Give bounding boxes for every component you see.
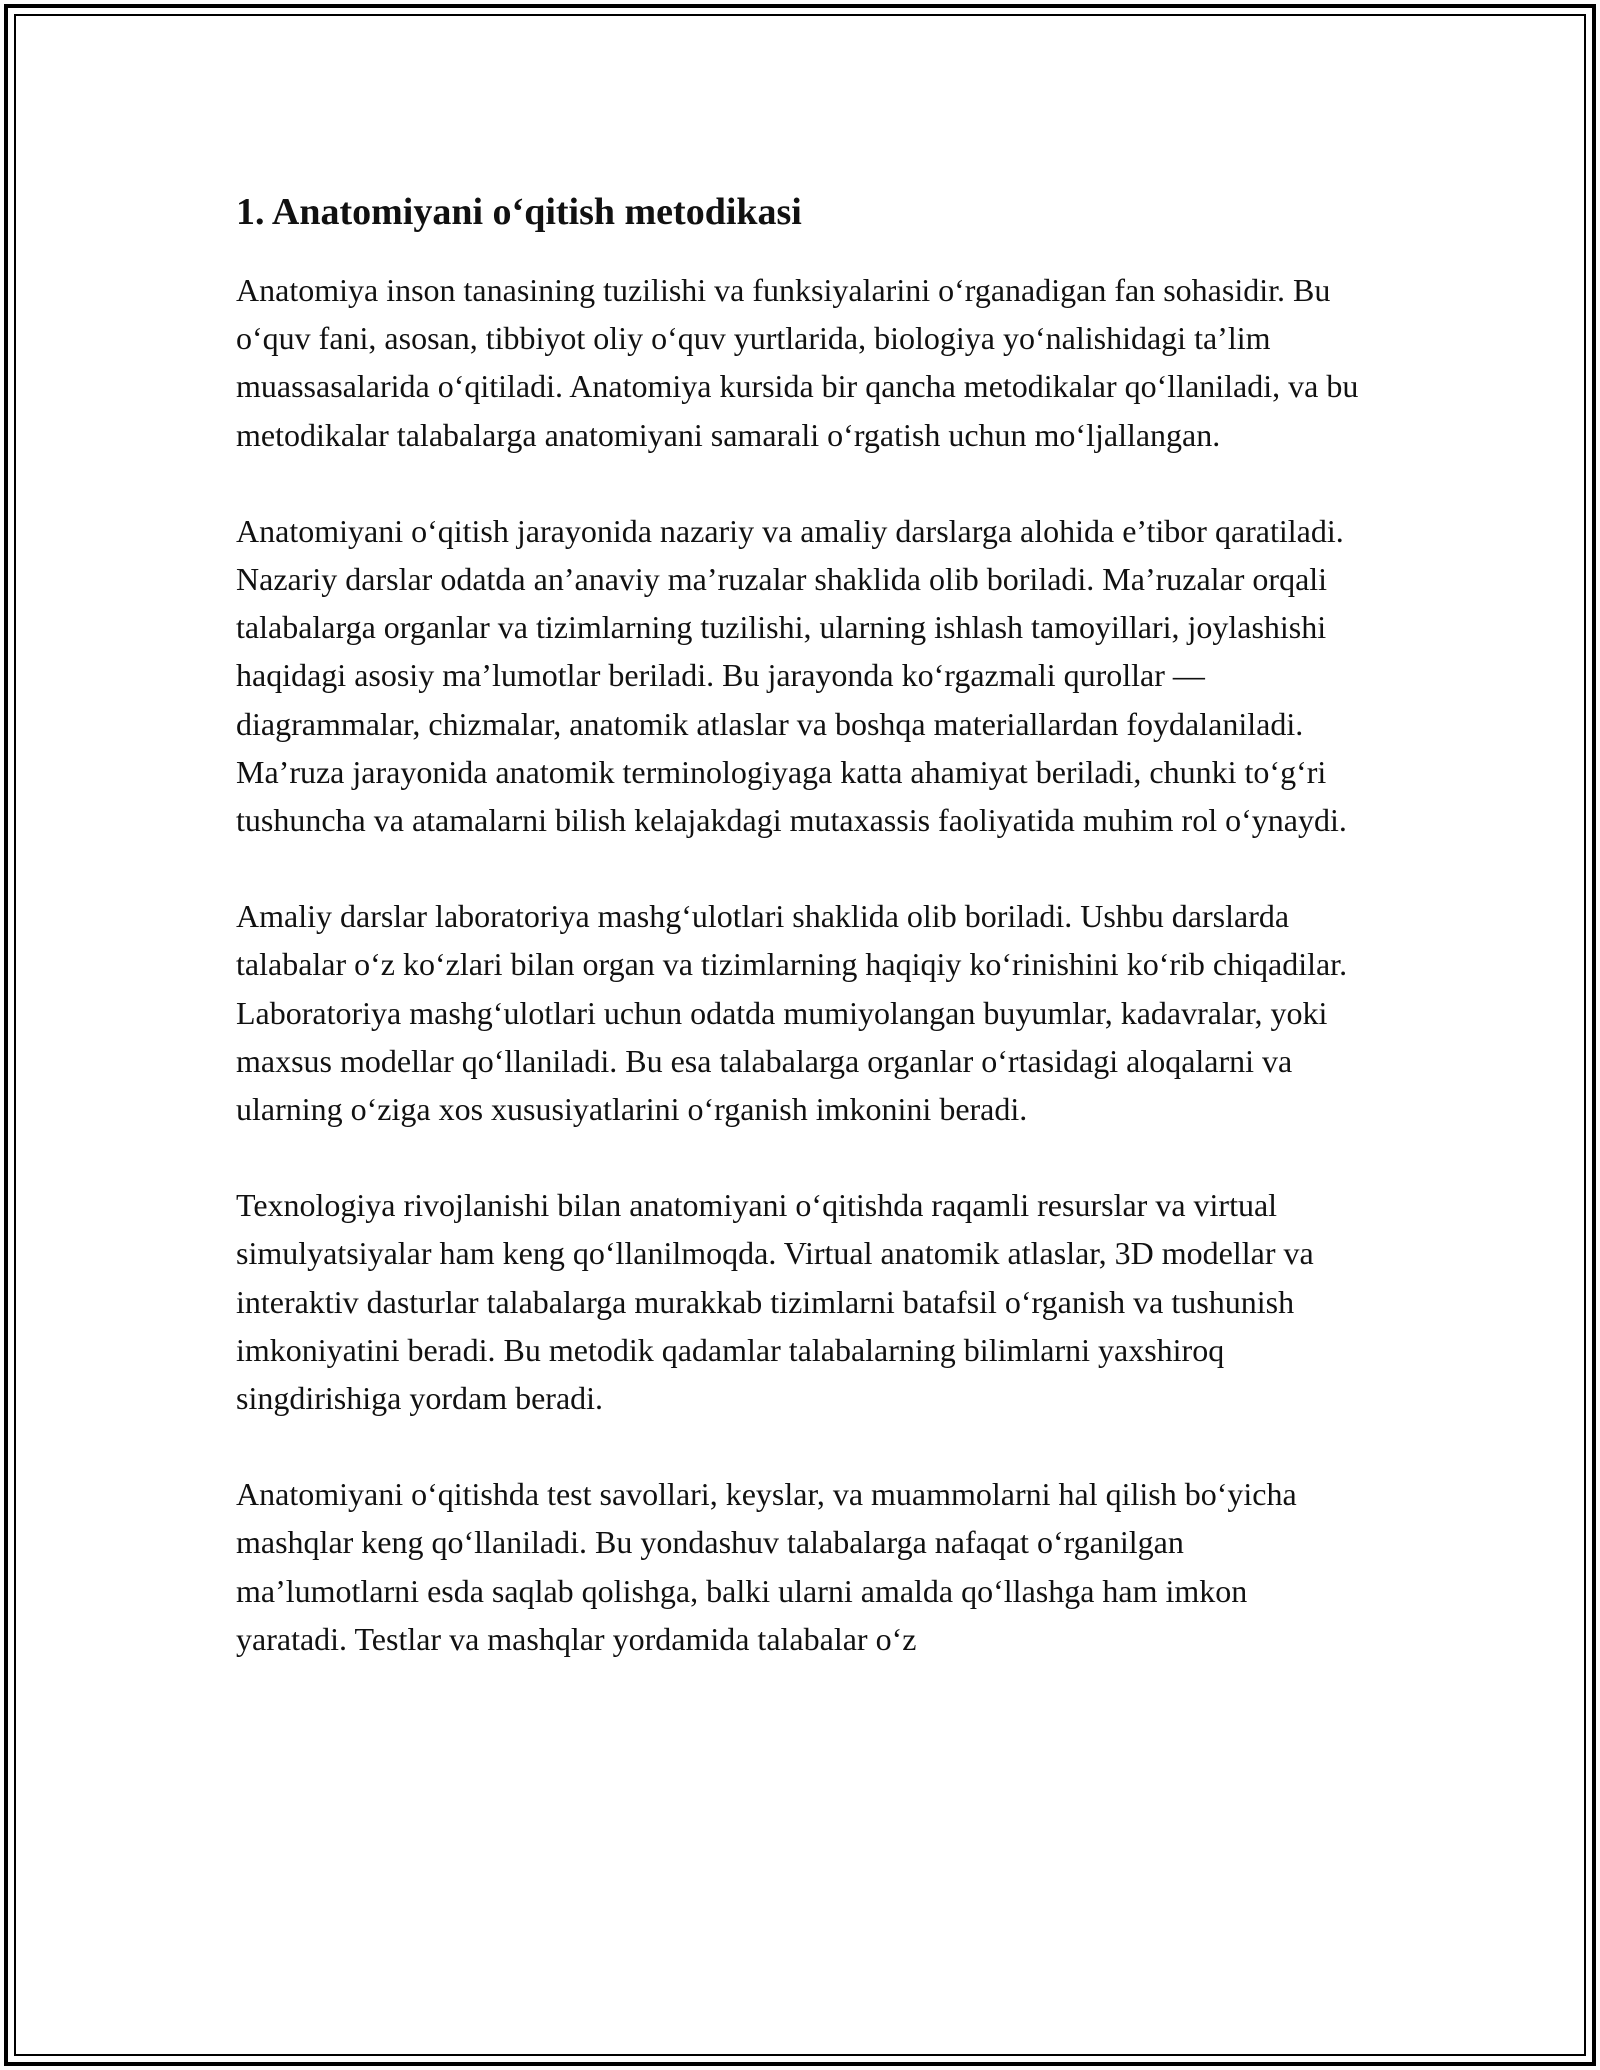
paragraph-technology: Texnologiya rivojlanishi bilan anatomiyani o‘qitishda raqamli resurslar va virtual simulyatsiyalar ham keng qo‘llanilmoqda. Virtual anatomik atlaslar, 3D modellar va interaktiv dasturlar talabalarga murakkab tizimlarni batafsil o‘rganish va tushunish imkoniyatini beradi. Bu metodik qadamlar talabalarning bilimlarni yaxshiroq singdirishiga yordam beradi. [236,1187,1314,1417]
section-heading: 1. Anatomiyani o‘qitish metodikasi [236,191,802,233]
paragraph-tests: Anatomiyani o‘qitishda test savollari, keyslar, va muammolarni hal qilish bo‘yicha mashqlar keng qo‘llaniladi. Bu yondashuv talabalarga nafaqat o‘rganilgan ma’lumotlarni esda saqlab qolishga, balki ularni amalda qo‘llashga ham imkon yaratadi. Testlar va mashqlar yordamida talabalar o‘z [236,1476,1297,1657]
paragraph-theory: Anatomiyani o‘qitish jarayonida nazariy va amaliy darslarga alohida e’tibor qaratiladi. Nazariy darslar odatda an’anaviy ma’ruzalar shaklida olib boriladi. Ma’ruzalar orqali talabalarga organlar va tizimlarning tuzilishi, ularning ishlash tamoyillari, joylashishi haqidagi asosiy ma’lumotlar beriladi. Bu jarayonda ko‘rgazmali qurollar — diagrammalar, chizmalar, anatomik atlaslar va boshqa materiallardan foydalaniladi. Ma’ruza jarayonida anatomik terminologiyaga katta ahamiyat beriladi, chunki to‘g‘ri tushuncha va atamalarni bilish kelajakdagi mutaxassis faoliyatida muhim rol o‘ynaydi. [236,512,1347,839]
paragraph-intro: Anatomiya inson tanasining tuzilishi va funksiyalarini o‘rganadigan fan sohasidir. Bu o‘quv fani, asosan, tibbiyot oliy o‘quv yurtlarida, biologiya yo‘nalishidagi ta’lim muassasalarida o‘qitiladi. Anatomiya kursida bir qancha metodikalar qo‘llaniladi, va bu metodikalar talabalarga anatomiyani samarali o‘rgatish uchun mo‘ljallangan. [236,272,1359,453]
paragraph-practice: Amaliy darslar laboratoriya mashg‘ulotlari shaklida olib boriladi. Ushbu darslarda talabalar o‘z ko‘zlari bilan organ va tizimlarning haqiqiy ko‘rinishini ko‘rib chiqadilar. Laboratoriya mashg‘ulotlari uchun odatda mumiyolangan buyumlar, kadavralar, yoki maxsus modellar qo‘llaniladi. Bu esa talabalarga organlar o‘rtasidagi aloqalarni va ularning o‘ziga xos xususiyatlarini o‘rganish imkonini beradi. [236,898,1348,1128]
document-body [236,186,1366,1711]
